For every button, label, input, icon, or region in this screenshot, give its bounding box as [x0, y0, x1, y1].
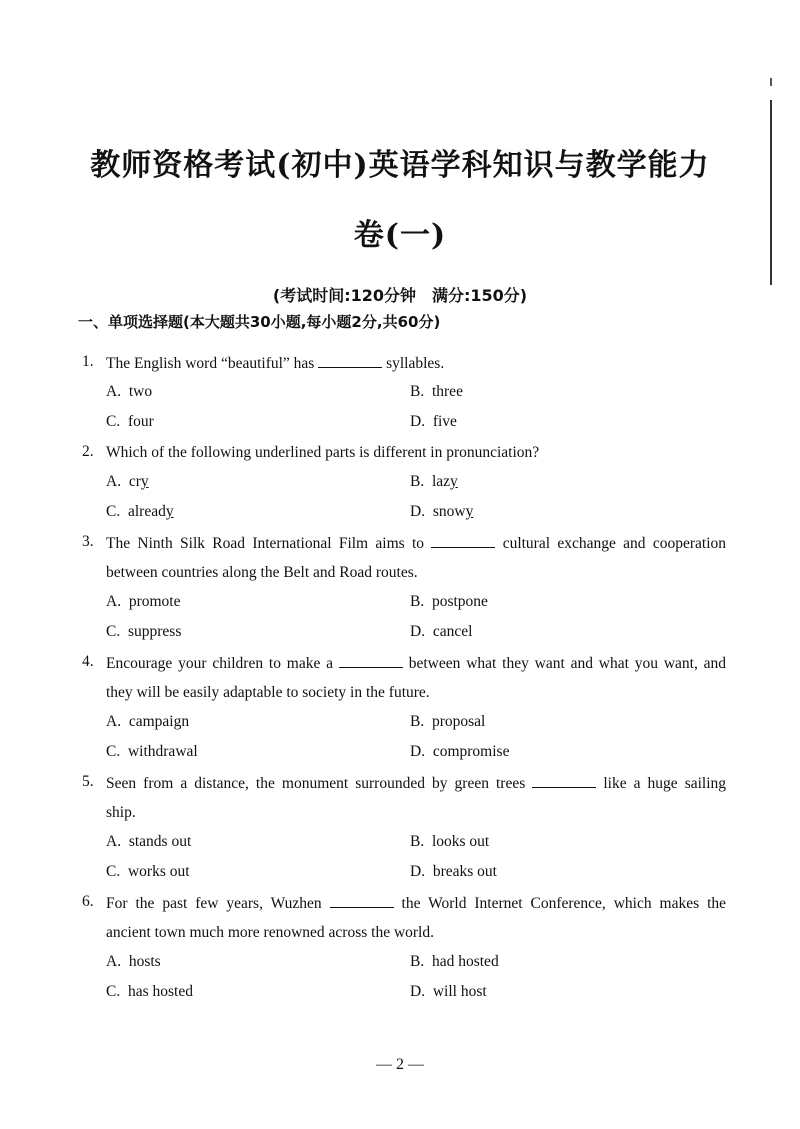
stem-text: cultural exchange and cooperation [502, 535, 727, 552]
option-d: D. compromise [410, 743, 510, 760]
option-a: A. promote [106, 593, 181, 610]
section-heading: 一、单项选择题(本大题共30小题,每小题2分,共60分) [78, 313, 441, 331]
answer-blank [330, 893, 394, 908]
question-number: 1. [82, 353, 94, 370]
stem-text: The Ninth Silk Road International Film aims to [106, 535, 425, 552]
option-c: C. suppress [106, 623, 182, 640]
stem-text: The English word “beautiful” has [106, 355, 315, 372]
question-stem: Which of the following underlined parts is different in pronunciation? [106, 444, 540, 461]
option-d: D. cancel [410, 623, 473, 640]
question-number: 6. [82, 893, 94, 910]
option-a: A. campaign [106, 713, 190, 730]
page-number: — 2 — [376, 1056, 424, 1073]
stem-text: Seen from a distance, the monument surrounded by green trees [106, 775, 526, 792]
stem-text: the World Internet Conference, which makes the [401, 895, 727, 912]
answer-blank [318, 353, 382, 368]
option-c: C. already [106, 503, 174, 520]
answer-blank [339, 653, 403, 668]
question-stem-continued: ancient town much more renowned across the world. [106, 924, 434, 941]
answer-blank [431, 533, 495, 548]
stem-text: Encourage your children to make a [106, 655, 334, 672]
stem-text: like a huge sailing [603, 775, 727, 792]
question-stem [106, 533, 726, 554]
option-d: D. will host [410, 983, 487, 1000]
option-a: A. two [106, 383, 153, 400]
exam-title: 教师资格考试(初中)英语学科知识与教学能力 [90, 148, 710, 183]
option-d: D. snowy [410, 503, 474, 520]
stem-text: between what they want and what you want, and [408, 655, 727, 672]
option-b: B. had hosted [410, 953, 499, 970]
option-c: C. works out [106, 863, 190, 880]
option-d: D. five [410, 413, 457, 430]
question-stem [106, 353, 726, 374]
underlined-part: y [465, 503, 474, 520]
question-stem-continued: between countries along the Belt and Road routes. [106, 564, 418, 581]
underlined-part: y [140, 473, 149, 490]
question-number: 5. [82, 773, 94, 790]
question-number: 4. [82, 653, 94, 670]
exam-info: (考试时间:120分钟 满分:150分) [272, 286, 528, 305]
question-stem [106, 893, 726, 914]
option-b: B. postpone [410, 593, 488, 610]
option-c: C. has hosted [106, 983, 193, 1000]
question-stem [106, 653, 726, 674]
option-a: A. stands out [106, 833, 192, 850]
question-stem-continued: they will be easily adaptable to society in the future. [106, 684, 430, 701]
answer-blank [532, 773, 596, 788]
scan-edge-mark [770, 78, 772, 86]
option-b: B. lazy [410, 473, 458, 490]
option-a: A. cry [106, 473, 149, 490]
option-b: B. three [410, 383, 463, 400]
question-stem-continued: ship. [106, 804, 136, 821]
underlined-part: y [450, 473, 458, 490]
option-a: A. hosts [106, 953, 161, 970]
option-c: C. four [106, 413, 154, 430]
question-number: 2. [82, 443, 94, 460]
question-stem [106, 773, 726, 794]
option-d: D. breaks out [410, 863, 497, 880]
exam-subtitle: 卷(一) [353, 218, 447, 253]
stem-text: For the past few years, Wuzhen [106, 895, 322, 912]
option-b: B. looks out [410, 833, 490, 850]
option-b: B. proposal [410, 713, 486, 730]
question-number: 3. [82, 533, 94, 550]
underlined-part: y [165, 503, 174, 520]
scan-edge-line [770, 100, 772, 285]
stem-text: syllables. [386, 355, 445, 372]
option-c: C. withdrawal [106, 743, 198, 760]
